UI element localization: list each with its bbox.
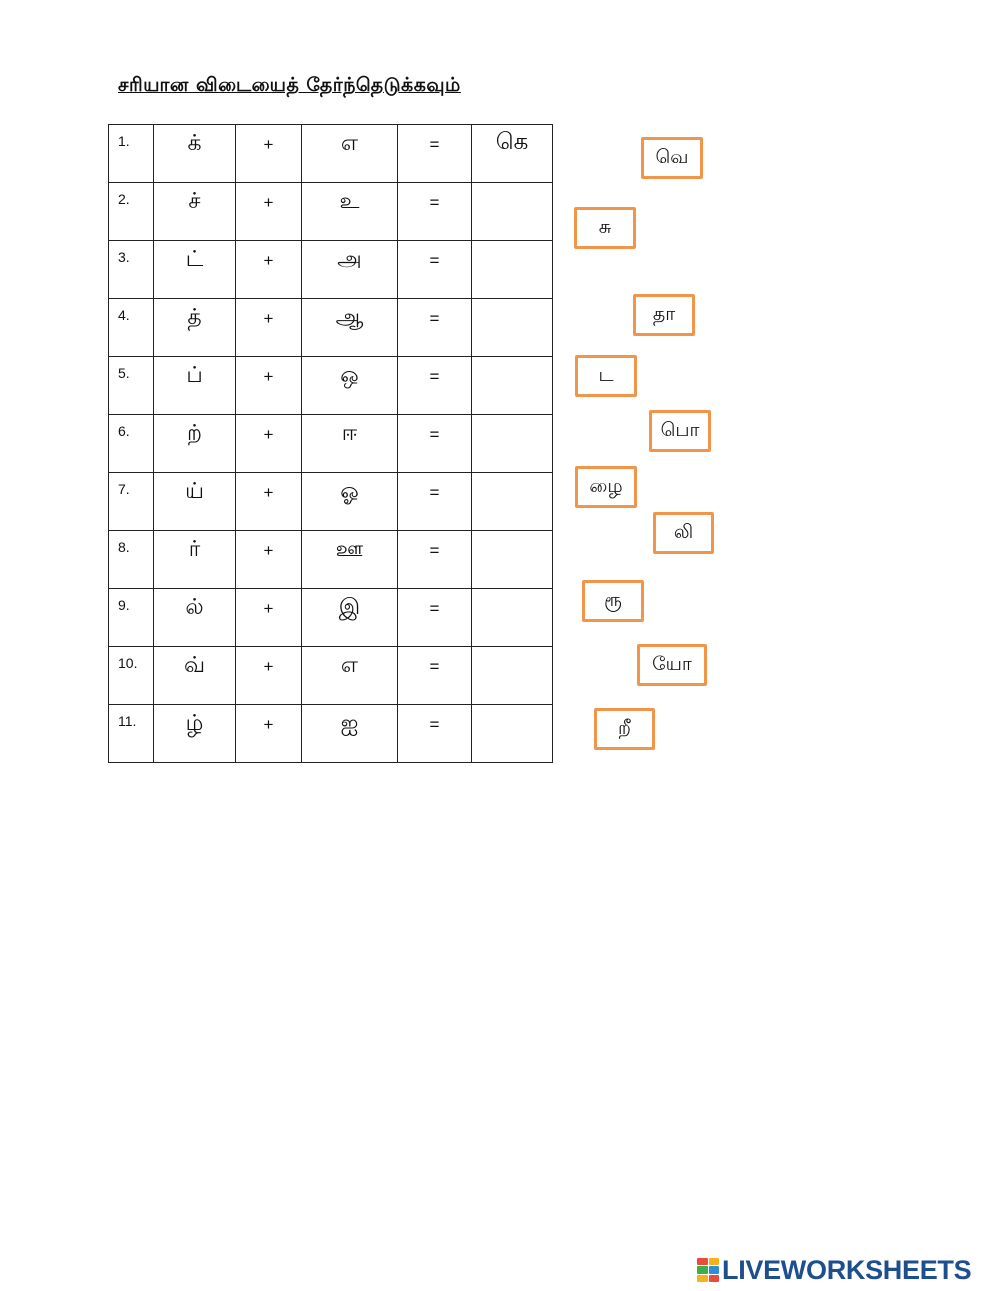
answer-drop-zone[interactable] <box>472 415 553 473</box>
equals-sign-text: = <box>429 367 440 386</box>
plus-sign <box>236 647 302 705</box>
equals-sign <box>398 589 472 647</box>
vowel-cell-text: எ <box>340 653 359 678</box>
equals-sign-text: = <box>429 309 440 328</box>
vowel-cell <box>302 183 398 241</box>
row-number <box>109 299 154 357</box>
table-row <box>109 473 553 531</box>
consonant-cell <box>154 705 236 763</box>
vowel-cell-text: ஈ <box>341 421 358 446</box>
table-row <box>109 241 553 299</box>
vowel-cell-text: ஓ <box>340 479 359 504</box>
vowel-cell-text: இ <box>338 595 361 620</box>
plus-sign <box>236 125 302 183</box>
row-number <box>109 647 154 705</box>
equals-sign <box>398 183 472 241</box>
equals-sign <box>398 647 472 705</box>
equals-sign-text: = <box>429 193 440 212</box>
vowel-cell <box>302 647 398 705</box>
equals-sign-text: = <box>429 541 440 560</box>
consonant-cell <box>154 357 236 415</box>
answer-tile[interactable]: ட <box>575 355 637 397</box>
equals-sign <box>398 473 472 531</box>
row-number-text: 5. <box>118 365 130 381</box>
consonant-cell <box>154 415 236 473</box>
consonant-cell-text: ழ் <box>185 711 204 736</box>
answer-tile[interactable]: றீ <box>594 708 655 750</box>
logo-mark-icon <box>697 1258 719 1282</box>
consonant-cell <box>154 473 236 531</box>
equals-sign <box>398 125 472 183</box>
answer-drop-zone-text: கெ <box>495 129 529 155</box>
plus-sign-text: + <box>263 135 274 154</box>
equals-sign-text: = <box>429 425 440 444</box>
plus-sign <box>236 415 302 473</box>
row-number-text: 3. <box>118 249 130 265</box>
plus-sign <box>236 241 302 299</box>
row-number-text: 11. <box>118 713 137 729</box>
table-row <box>109 705 553 763</box>
vowel-cell <box>302 357 398 415</box>
consonant-cell <box>154 589 236 647</box>
plus-sign-text: + <box>263 541 274 560</box>
plus-sign-text: + <box>263 425 274 444</box>
equals-sign-text: = <box>429 135 440 154</box>
answer-drop-zone[interactable] <box>472 473 553 531</box>
plus-sign-text: + <box>263 193 274 212</box>
equals-sign-text: = <box>429 657 440 676</box>
vowel-cell <box>302 415 398 473</box>
worksheet-title: சரியான விடையைத் தேர்ந்தெடுக்கவும் <box>118 74 461 96</box>
answer-tile[interactable]: லி <box>653 512 714 554</box>
vowel-cell-text: ஊ <box>335 537 364 562</box>
consonant-cell-text: வ் <box>183 653 206 678</box>
consonant-cell-text: ட் <box>185 247 204 272</box>
plus-sign <box>236 183 302 241</box>
vowel-cell-text: ஐ <box>340 711 359 736</box>
consonant-cell <box>154 299 236 357</box>
consonant-cell <box>154 647 236 705</box>
table-row <box>109 299 553 357</box>
row-number <box>109 531 154 589</box>
plus-sign <box>236 357 302 415</box>
plus-sign <box>236 473 302 531</box>
vowel-cell <box>302 473 398 531</box>
answer-drop-zone[interactable] <box>472 299 553 357</box>
consonant-cell-text: ய் <box>185 479 204 504</box>
table-row <box>109 357 553 415</box>
row-number-text: 2. <box>118 191 130 207</box>
equals-sign <box>398 299 472 357</box>
vowel-cell <box>302 531 398 589</box>
brand-name: LIVEWORKSHEETS <box>722 1254 972 1285</box>
row-number <box>109 125 154 183</box>
answer-tile[interactable]: ழை <box>575 466 637 508</box>
consonant-cell-text: ர் <box>188 537 201 562</box>
plus-sign <box>236 705 302 763</box>
row-number <box>109 589 154 647</box>
consonant-cell-text: க் <box>187 131 202 156</box>
answer-tile[interactable]: தா <box>633 294 695 336</box>
row-number <box>109 357 154 415</box>
plus-sign <box>236 299 302 357</box>
row-number <box>109 705 154 763</box>
equals-sign <box>398 531 472 589</box>
table-row <box>109 125 553 183</box>
table-row <box>109 415 553 473</box>
row-number-text: 1. <box>118 133 130 149</box>
answer-tile[interactable]: ரூ <box>582 580 644 622</box>
equals-sign <box>398 415 472 473</box>
equals-sign <box>398 357 472 415</box>
row-number-text: 4. <box>118 307 130 323</box>
answer-tile[interactable]: வெ <box>641 137 703 179</box>
vowel-cell <box>302 125 398 183</box>
row-number <box>109 241 154 299</box>
answer-drop-zone[interactable] <box>472 357 553 415</box>
consonant-cell-text: ல் <box>185 595 204 620</box>
vowel-cell <box>302 589 398 647</box>
vowel-cell <box>302 705 398 763</box>
consonant-cell-text: ச் <box>188 189 201 214</box>
equals-sign-text: = <box>429 715 440 734</box>
plus-sign <box>236 531 302 589</box>
answer-tile[interactable]: சு <box>574 207 636 249</box>
answer-tile[interactable]: யோ <box>637 644 707 686</box>
answer-drop-zone[interactable] <box>472 705 553 763</box>
answer-drop-zone[interactable] <box>472 125 553 183</box>
table-row <box>109 589 553 647</box>
plus-sign-text: + <box>263 657 274 676</box>
equals-sign-text: = <box>429 483 440 502</box>
vowel-cell-text: ஒ <box>340 363 359 388</box>
plus-sign-text: + <box>263 599 274 618</box>
vowel-cell-text: உ <box>339 189 360 214</box>
equals-sign <box>398 705 472 763</box>
consonant-cell <box>154 241 236 299</box>
plus-sign-text: + <box>263 367 274 386</box>
table-row <box>109 647 553 705</box>
consonant-cell-text: த் <box>187 305 202 330</box>
answer-drop-zone[interactable] <box>472 241 553 299</box>
row-number-text: 10. <box>118 655 138 671</box>
row-number <box>109 183 154 241</box>
answer-drop-zone[interactable] <box>472 531 553 589</box>
vowel-cell-text: அ <box>337 247 362 272</box>
row-number <box>109 473 154 531</box>
row-number-text: 6. <box>118 423 130 439</box>
plus-sign <box>236 589 302 647</box>
vowel-cell <box>302 241 398 299</box>
liveworksheets-logo <box>697 1256 971 1284</box>
equals-sign-text: = <box>429 599 440 618</box>
plus-sign-text: + <box>263 251 274 270</box>
answer-drop-zone[interactable] <box>472 647 553 705</box>
vowel-cell-text: ஆ <box>335 305 364 330</box>
plus-sign-text: + <box>263 715 274 734</box>
consonant-cell <box>154 183 236 241</box>
row-number-text: 8. <box>118 539 130 555</box>
equals-sign-text: = <box>429 251 440 270</box>
vowel-cell-text: எ <box>340 131 359 156</box>
consonant-cell <box>154 125 236 183</box>
row-number <box>109 415 154 473</box>
consonant-cell <box>154 531 236 589</box>
plus-sign-text: + <box>263 483 274 502</box>
answer-drop-zone[interactable] <box>472 183 553 241</box>
answer-table <box>108 124 553 763</box>
table-row <box>109 183 553 241</box>
row-number-text: 9. <box>118 597 130 613</box>
row-number-text: 7. <box>118 481 130 497</box>
answer-tile[interactable]: பொ <box>649 410 711 452</box>
plus-sign-text: + <box>263 309 274 328</box>
consonant-cell-text: ற் <box>187 421 202 446</box>
answer-drop-zone[interactable] <box>472 589 553 647</box>
table-row <box>109 531 553 589</box>
equals-sign <box>398 241 472 299</box>
vowel-cell <box>302 299 398 357</box>
consonant-cell-text: ப் <box>186 363 203 388</box>
